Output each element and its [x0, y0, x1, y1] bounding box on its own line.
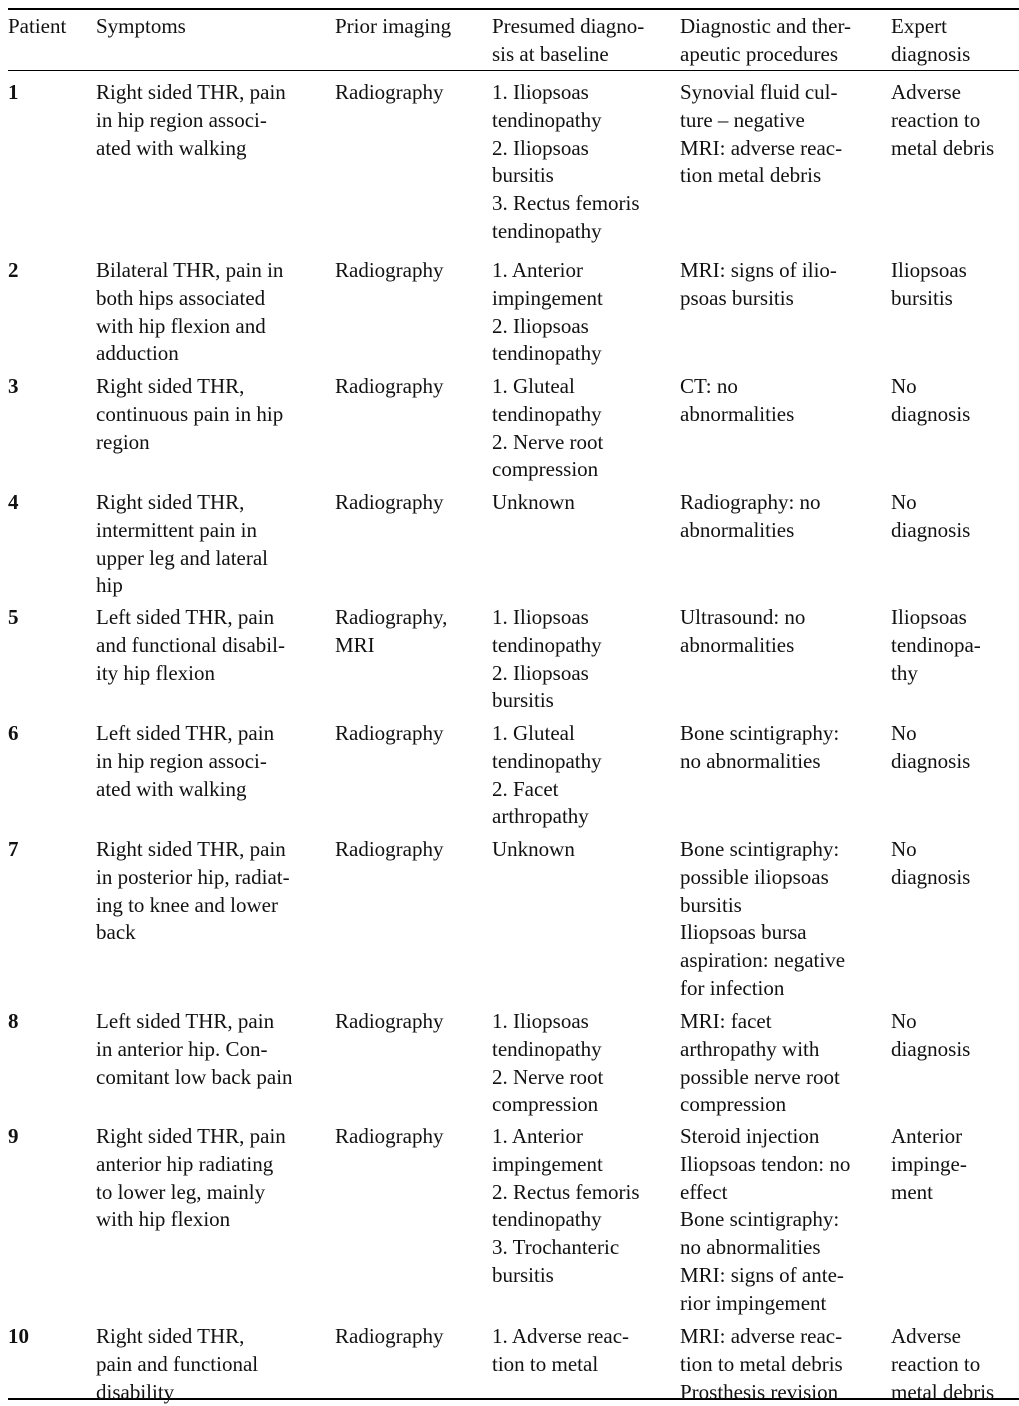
- table-row: [8, 1123, 1019, 1315]
- cell-symptoms: Left sided THR, pain in anterior hip. Con- comitant low back pain: [96, 1009, 293, 1089]
- header-procedures: Diagnostic and ther- apeutic procedures: [680, 14, 852, 66]
- top-rule: [8, 8, 1019, 10]
- cell-symptoms: Right sided THR, pain anterior hip radiating to lower leg, mainly with hip flexion: [96, 1124, 286, 1232]
- cell-patient-id: 7: [8, 837, 19, 861]
- cell-patient-id: 8: [8, 1009, 19, 1033]
- cell-prior-imaging: Radiography, MRI: [335, 605, 448, 657]
- cell-presumed-diagnosis: 1. Gluteal tendinopathy 2. Facet arthropathy: [492, 721, 602, 829]
- cell-patient-id: 4: [8, 490, 19, 514]
- cell-prior-imaging: Radiography: [335, 1009, 444, 1033]
- cell-expert-diagnosis: No diagnosis: [891, 490, 971, 542]
- header-patient: Patient: [8, 14, 67, 38]
- cell-patient-id: 5: [8, 605, 19, 629]
- cell-patient-id: 1: [8, 80, 19, 104]
- cell-symptoms: Left sided THR, pain in hip region associ- ated with walking: [96, 721, 275, 801]
- cell-procedures: Ultrasound: no abnormalities: [680, 605, 806, 657]
- cell-procedures: MRI: facet arthropathy with possible nerve root compression: [680, 1009, 840, 1117]
- header-expert-diagnosis: Expert diagnosis: [891, 14, 971, 66]
- cell-prior-imaging: Radiography: [335, 490, 444, 514]
- cell-patient-id: 2: [8, 258, 19, 282]
- cell-symptoms: Bilateral THR, pain in both hips associated with hip flexion and adduction: [96, 258, 284, 366]
- header-prior-imaging: Prior imaging: [335, 14, 452, 38]
- table-row: [8, 1323, 1019, 1404]
- cell-presumed-diagnosis: 1. Iliopsoas tendinopathy 2. Iliopsoas bursitis: [492, 605, 602, 713]
- cell-prior-imaging: Radiography: [335, 837, 444, 861]
- table-row: [8, 257, 1019, 365]
- table-row: [8, 79, 1019, 249]
- cell-prior-imaging: Radiography: [335, 1124, 444, 1148]
- cell-patient-id: 3: [8, 374, 19, 398]
- header-presumed-diagnosis: Presumed diagno- sis at baseline: [492, 14, 645, 66]
- cell-symptoms: Right sided THR, pain and functional disability: [96, 1324, 259, 1404]
- header-rule: [8, 70, 1019, 71]
- cell-expert-diagnosis: No diagnosis: [891, 1009, 971, 1061]
- cell-procedures: Bone scintigraphy: no abnormalities: [680, 721, 840, 773]
- cell-procedures: Steroid injection Iliopsoas tendon: no effect Bone scintigraphy: no abnormalities MRI: signs of ante- rior impingement: [680, 1124, 851, 1315]
- cell-prior-imaging: Radiography: [335, 721, 444, 745]
- cell-expert-diagnosis: Adverse reaction to metal debris: [891, 80, 995, 160]
- cell-expert-diagnosis: No diagnosis: [891, 721, 971, 773]
- cell-prior-imaging: Radiography: [335, 258, 444, 282]
- cell-presumed-diagnosis: Unknown: [492, 490, 575, 514]
- table-row: [8, 489, 1019, 597]
- cell-procedures: Bone scintigraphy: possible iliopsoas bursitis Iliopsoas bursa aspiration: negative for infection: [680, 837, 846, 1000]
- cell-patient-id: 10: [8, 1324, 29, 1348]
- cell-presumed-diagnosis: 1. Anterior impingement 2. Rectus femoris tendinopathy 3. Trochanteric bursitis: [492, 1124, 640, 1287]
- cell-patient-id: 6: [8, 721, 19, 745]
- cell-symptoms: Right sided THR, intermittent pain in upper leg and lateral hip: [96, 490, 268, 598]
- cell-presumed-diagnosis: 1. Iliopsoas tendinopathy 2. Iliopsoas bursitis 3. Rectus femoris tendinopathy: [492, 80, 640, 243]
- cell-procedures: CT: no abnormalities: [680, 374, 795, 426]
- cell-procedures: MRI: signs of ilio- psoas bursitis: [680, 258, 837, 310]
- cell-procedures: Radiography: no abnormalities: [680, 490, 821, 542]
- cell-prior-imaging: Radiography: [335, 80, 444, 104]
- cell-symptoms: Left sided THR, pain and functional disabil- ity hip flexion: [96, 605, 285, 685]
- cell-expert-diagnosis: Anterior impinge- ment: [891, 1124, 967, 1204]
- cell-symptoms: Right sided THR, pain in hip region associ- ated with walking: [96, 80, 286, 160]
- cell-procedures: Synovial fluid cul- ture – negative MRI: adverse reac- tion metal debris: [680, 80, 843, 188]
- cell-symptoms: Right sided THR, pain in posterior hip, radiat- ing to knee and lower back: [96, 837, 290, 945]
- table-row: [8, 604, 1019, 712]
- cell-expert-diagnosis: Iliopsoas bursitis: [891, 258, 967, 310]
- header-symptoms: Symptoms: [96, 14, 186, 38]
- table-row: [8, 836, 1019, 1000]
- cell-presumed-diagnosis: 1. Anterior impingement 2. Iliopsoas tendinopathy: [492, 258, 603, 366]
- table-body: [8, 79, 1019, 1404]
- cell-expert-diagnosis: Iliopsoas tendinopa- thy: [891, 605, 981, 685]
- cell-expert-diagnosis: No diagnosis: [891, 837, 971, 889]
- cell-symptoms: Right sided THR, continuous pain in hip region: [96, 374, 284, 454]
- cell-prior-imaging: Radiography: [335, 374, 444, 398]
- patient-table: [8, 8, 1019, 1404]
- cell-prior-imaging: Radiography: [335, 1324, 444, 1348]
- cell-expert-diagnosis: No diagnosis: [891, 374, 971, 426]
- table-row: [8, 373, 1019, 481]
- cell-presumed-diagnosis: 1. Gluteal tendinopathy 2. Nerve root compression: [492, 374, 604, 482]
- cell-patient-id: 9: [8, 1124, 19, 1148]
- cell-presumed-diagnosis: 1. Adverse reac- tion to metal: [492, 1324, 630, 1376]
- table-row: [8, 720, 1019, 828]
- cell-presumed-diagnosis: 1. Iliopsoas tendinopathy 2. Nerve root compression: [492, 1009, 604, 1117]
- cell-expert-diagnosis: Adverse reaction to metal debris: [891, 1324, 995, 1404]
- cell-presumed-diagnosis: Unknown: [492, 837, 575, 861]
- header-row: [8, 13, 1019, 70]
- cell-procedures: MRI: adverse reac- tion to metal debris Prosthesis revision: [680, 1324, 843, 1404]
- table-row: [8, 1008, 1019, 1116]
